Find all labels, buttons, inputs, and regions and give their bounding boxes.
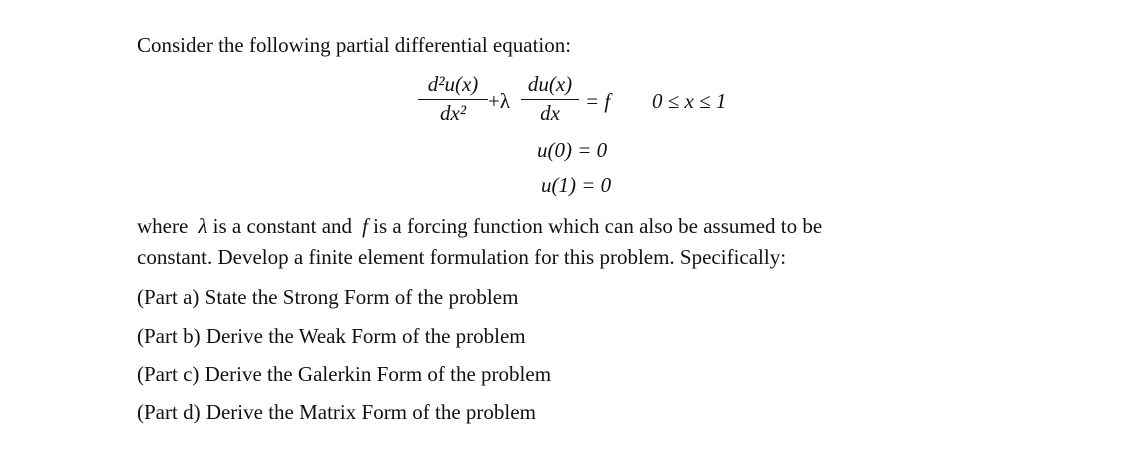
- description-line-1: [137, 214, 822, 238]
- part-b: (Part b) Derive the Weak Form of the problem: [137, 324, 526, 348]
- second-derivative-denominator: dx²: [439, 101, 467, 125]
- description-where: where: [137, 214, 189, 238]
- boundary-condition-left: u(0) = 0: [537, 138, 608, 162]
- second-derivative-fraction: [418, 72, 488, 126]
- first-derivative-numerator: du(x): [527, 72, 573, 96]
- description-forcing: is a forcing function which can also be assumed to be: [373, 214, 823, 238]
- fraction-bar: [418, 99, 488, 100]
- description-constant: is a constant and: [212, 214, 353, 238]
- first-derivative-fraction: [521, 72, 579, 126]
- fraction-bar: [521, 99, 579, 100]
- plus-lambda: +λ: [488, 89, 511, 113]
- equals-f: = f: [585, 89, 611, 113]
- intro-text: Consider the following partial differential equation:: [137, 33, 572, 57]
- domain-condition: 0 ≤ x ≤ 1: [652, 89, 727, 113]
- description-line-2: constant. Develop a finite element formulation for this problem. Specifically:: [137, 245, 787, 269]
- first-derivative-denominator: dx: [540, 101, 560, 125]
- boundary-condition-right: u(1) = 0: [541, 173, 612, 197]
- second-derivative-numerator: d²u(x): [427, 72, 479, 96]
- part-a: (Part a) State the Strong Form of the problem: [137, 285, 519, 309]
- f-symbol: f: [362, 214, 368, 238]
- part-d: (Part d) Derive the Matrix Form of the problem: [137, 400, 536, 424]
- lambda-symbol: λ: [198, 214, 208, 238]
- part-c: (Part c) Derive the Galerkin Form of the problem: [137, 362, 552, 386]
